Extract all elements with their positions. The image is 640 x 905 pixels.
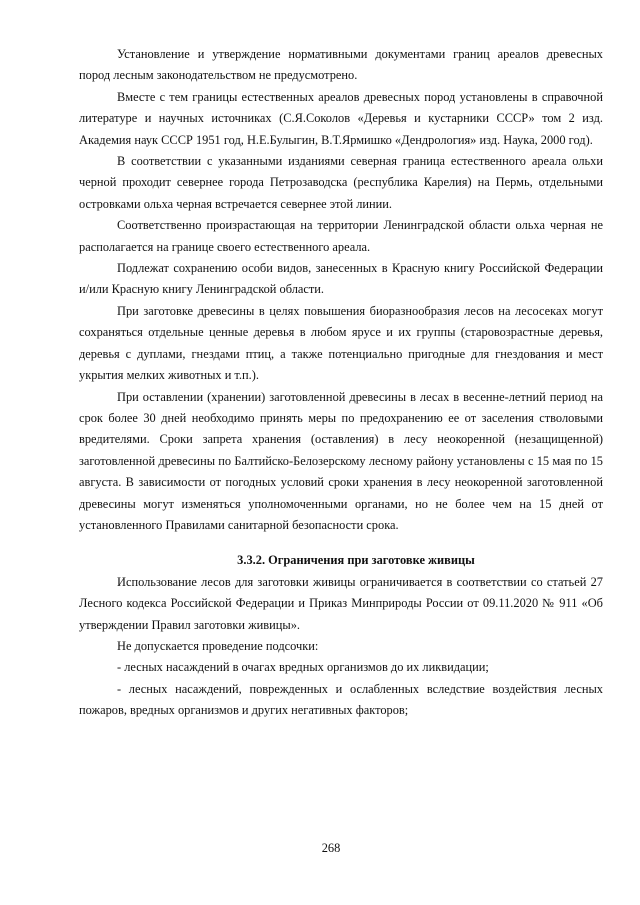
paragraph-northern-border: В соответствии с указанными изданиями северная граница естественного ареала ольхи черной проходит севернее города Петрозаводска (республика Карелия) на Пермь, отдельными островками ольха черная встречается севернее этой линии. (79, 154, 603, 211)
paragraph-tapping-not-allowed: Не допускается проведение подсочки: (117, 638, 319, 653)
paragraph-wood-storage: При оставлении (хранении) заготовленной древесины в лесах в весенне-летний период на срок более 30 дней необходимо принять меры по предохранению ее от заселения стволовыми вредителями. Сроки запрета хранения (оставления) в лесу неокоренной (незащищенной) заготовленной древесины по Балтийско-Белозерскому лесному району установлены с 15 мая по 15 августа. В зависимости от погодных условий сроки хранения в лесу неокоренной заготовленной древесины могут изменяться уполномоченными органами, но не более чем на 15 дней от установленного Правилами санитарной безопасности срока. (79, 389, 603, 532)
paragraph-resin-restrictions: Использование лесов для заготовки живицы ограничивается в соответствии со статьей 27 Лесного кодекса Российской Федерации и Приказ Минприроды России от 09.11.2020 № 911 «Об утверждении Правил заготовки живицы». (79, 574, 603, 632)
paragraph-biodiversity: При заготовке древесины в целях повышения биоразнообразия лесов на лесосеках могут сохраняться отдельные ценные деревья в любом ярусе и их группы (старовозрастные деревья, деревья с дуплами, гнездами птиц, а также потенциально пригодные для гнездования и мест укрытия мелких животных и т.п.). (79, 303, 603, 383)
paragraph-leningrad-alder: Соответственно произрастающая на территории Ленинградской области ольха черная не располагается на границе своего естественного ареала. (79, 218, 603, 254)
section-heading: 3.3.2. Ограничения при заготовке живицы (237, 553, 475, 568)
paragraph-borders-not-established: Установление и утверждение нормативными документами границ ареалов древесных пород лесным законодательством не предусмотрено. (79, 47, 603, 83)
list-item-pest-outbreaks: - лесных насаждений в очагах вредных организмов до их ликвидации; (117, 660, 489, 675)
page-body (79, 44, 603, 722)
heading-spacer (79, 536, 603, 550)
paragraph-red-book: Подлежат сохранению особи видов, занесенных в Красную книгу Российской Федерации и/или Красную книгу Ленинградской области. (79, 261, 603, 297)
list-item-damaged-stands: - лесных насаждений, поврежденных и ослабленных вследствие воздействия лесных пожаров, вредных организмов и других негативных факторов; (79, 681, 603, 718)
paragraph-reference-sources: Вместе с тем границы естественных ареалов древесных пород установлены в справочной литературе и научных источниках (С.Я.Соколов «Деревья и кустарники СССР» том 2 изд. Академия наук СССР 1951 год, Н.Е.Булыгин, В.Т.Ярмишко «Дендрология» изд. Наука, 2000 год). (79, 89, 603, 147)
page-number: 268 (321, 841, 341, 855)
